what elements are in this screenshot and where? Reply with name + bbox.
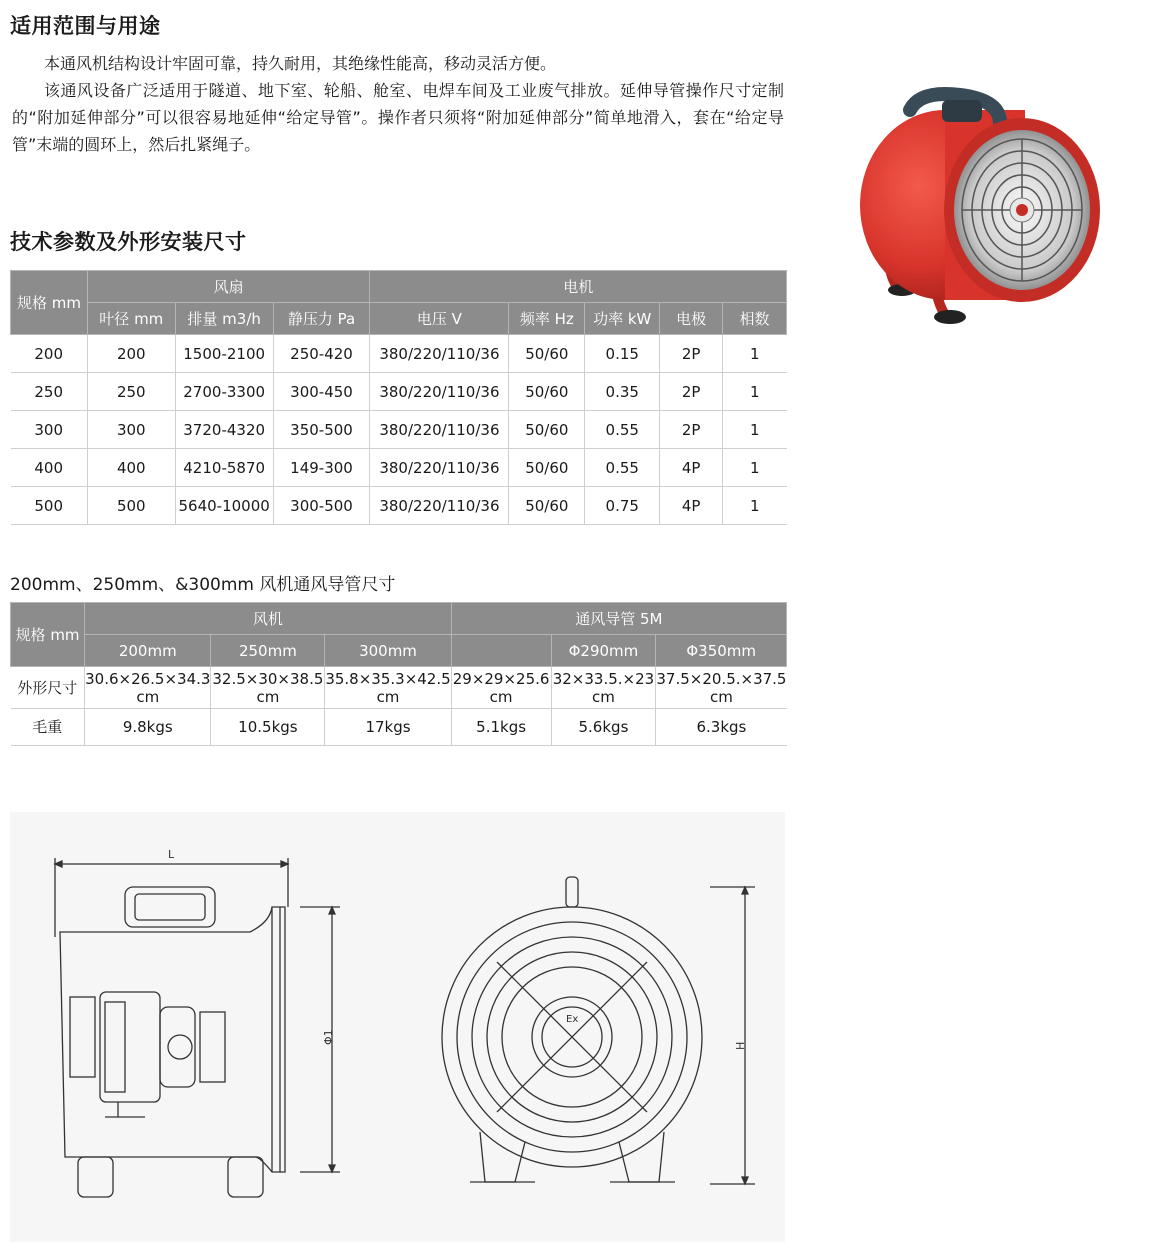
table-row	[11, 449, 787, 487]
cell: 380/220/110/36	[370, 449, 509, 487]
header-group-fan: 风机	[85, 603, 452, 635]
technical-drawing	[10, 812, 785, 1242]
cell: 0.55	[585, 449, 660, 487]
cell: 3720-4320	[175, 411, 273, 449]
weight-label: 毛重	[11, 709, 85, 746]
table-row	[11, 411, 787, 449]
cell: 5640-10000	[175, 487, 273, 525]
header-voltage: 电压 V	[370, 303, 509, 335]
dim-label: 外形尺寸	[11, 667, 85, 709]
cell: 400	[87, 449, 175, 487]
cell: 380/220/110/36	[370, 487, 509, 525]
label-H: H	[734, 1041, 747, 1050]
table-row	[11, 373, 787, 411]
cell: 50/60	[509, 373, 585, 411]
dim-cell: 30.6×26.5×34.3 cm	[85, 667, 211, 709]
cell: 4P	[660, 449, 723, 487]
cell: 1	[723, 335, 787, 373]
header-200mm: 200mm	[85, 635, 211, 667]
cell: 50/60	[509, 335, 585, 373]
cell: 200	[11, 335, 88, 373]
header-250mm: 250mm	[211, 635, 325, 667]
fan-product-photo	[850, 85, 1110, 335]
cell: 0.15	[585, 335, 660, 373]
weight-cell: 5.6kgs	[551, 709, 656, 746]
cell: 380/220/110/36	[370, 373, 509, 411]
label-phi: Φ1	[322, 1029, 335, 1045]
cell: 380/220/110/36	[370, 335, 509, 373]
section-title-duct-dimensions: 200mm、250mm、&300mm 风机通风导管尺寸	[10, 575, 396, 595]
header-phi350: Φ350mm	[656, 635, 787, 667]
header-poles: 电极	[660, 303, 723, 335]
cell: 2P	[660, 411, 723, 449]
header-group-fan: 风扇	[87, 271, 370, 303]
header-phases: 相数	[723, 303, 787, 335]
cell: 0.55	[585, 411, 660, 449]
cell: 500	[11, 487, 88, 525]
header-phi290: Φ290mm	[551, 635, 656, 667]
cell: 4210-5870	[175, 449, 273, 487]
section-title-tech-params: 技术参数及外形安装尺寸	[10, 230, 247, 254]
cell: 0.75	[585, 487, 660, 525]
cell: 50/60	[509, 449, 585, 487]
table-row	[11, 487, 787, 525]
weight-cell: 6.3kgs	[656, 709, 787, 746]
dim-cell: 32.5×30×38.5 cm	[211, 667, 325, 709]
duct-table-wrapper	[10, 602, 787, 746]
header-blank	[451, 635, 551, 667]
table-row	[11, 335, 787, 373]
section-title-usage: 适用范围与用途	[10, 14, 161, 38]
weight-cell: 10.5kgs	[211, 709, 325, 746]
cell: 4P	[660, 487, 723, 525]
cell: 0.35	[585, 373, 660, 411]
label-L: L	[168, 848, 175, 861]
usage-paragraph-1: 本通风机结构设计牢固可靠，持久耐用，其绝缘性能高，移动灵活方便。	[44, 54, 557, 73]
cell: 500	[87, 487, 175, 525]
cell: 149-300	[273, 449, 370, 487]
cell: 1500-2100	[175, 335, 273, 373]
header-group-motor: 电机	[370, 271, 787, 303]
cell: 300-500	[273, 487, 370, 525]
cell: 1	[723, 373, 787, 411]
cell: 200	[87, 335, 175, 373]
dim-cell: 37.5×20.5.×37.5 cm	[656, 667, 787, 709]
cell: 50/60	[509, 487, 585, 525]
cell: 380/220/110/36	[370, 411, 509, 449]
cell: 1	[723, 411, 787, 449]
usage-paragraph-2: 该通风设备广泛适用于隧道、地下室、轮船、舱室、电焊车间及工业废气排放。延伸导管操作尺寸定制的“附加延伸部分”可以很容易地延伸“给定导管”。操作者只须将“附加延伸部分”简单地滑入，套在“给定导管”末端的圆环上，然后扎紧绳子。	[12, 81, 784, 154]
cell: 400	[11, 449, 88, 487]
label-ex: Ex	[566, 1014, 579, 1025]
dim-cell: 32×33.5.×23 cm	[551, 667, 656, 709]
dim-cell: 35.8×35.3×42.5 cm	[325, 667, 451, 709]
header-static-pressure: 静压力 Pa	[273, 303, 370, 335]
header-group-duct: 通风导管 5M	[451, 603, 786, 635]
tech-spec-table	[10, 270, 787, 525]
cell: 300-450	[273, 373, 370, 411]
weight-cell: 9.8kgs	[85, 709, 211, 746]
cell: 250-420	[273, 335, 370, 373]
header-blade-diameter: 叶径 mm	[87, 303, 175, 335]
header-frequency: 频率 Hz	[509, 303, 585, 335]
cell: 2700-3300	[175, 373, 273, 411]
cell: 250	[11, 373, 88, 411]
cell: 300	[87, 411, 175, 449]
tech-spec-table-wrapper	[10, 270, 787, 525]
table-row	[11, 709, 787, 746]
cell: 300	[11, 411, 88, 449]
weight-cell: 5.1kgs	[451, 709, 551, 746]
cell: 1	[723, 449, 787, 487]
cell: 50/60	[509, 411, 585, 449]
table-row	[11, 667, 787, 709]
cell: 250	[87, 373, 175, 411]
header-300mm: 300mm	[325, 635, 451, 667]
weight-cell: 17kgs	[325, 709, 451, 746]
header-spec: 规格 mm	[11, 603, 85, 667]
header-airflow: 排量 m3/h	[175, 303, 273, 335]
cell: 1	[723, 487, 787, 525]
duct-dimension-table	[10, 602, 787, 746]
header-spec: 规格 mm	[11, 271, 88, 335]
header-power: 功率 kW	[585, 303, 660, 335]
cell: 2P	[660, 373, 723, 411]
dim-cell: 29×29×25.6 cm	[451, 667, 551, 709]
cell: 350-500	[273, 411, 370, 449]
cell: 2P	[660, 335, 723, 373]
